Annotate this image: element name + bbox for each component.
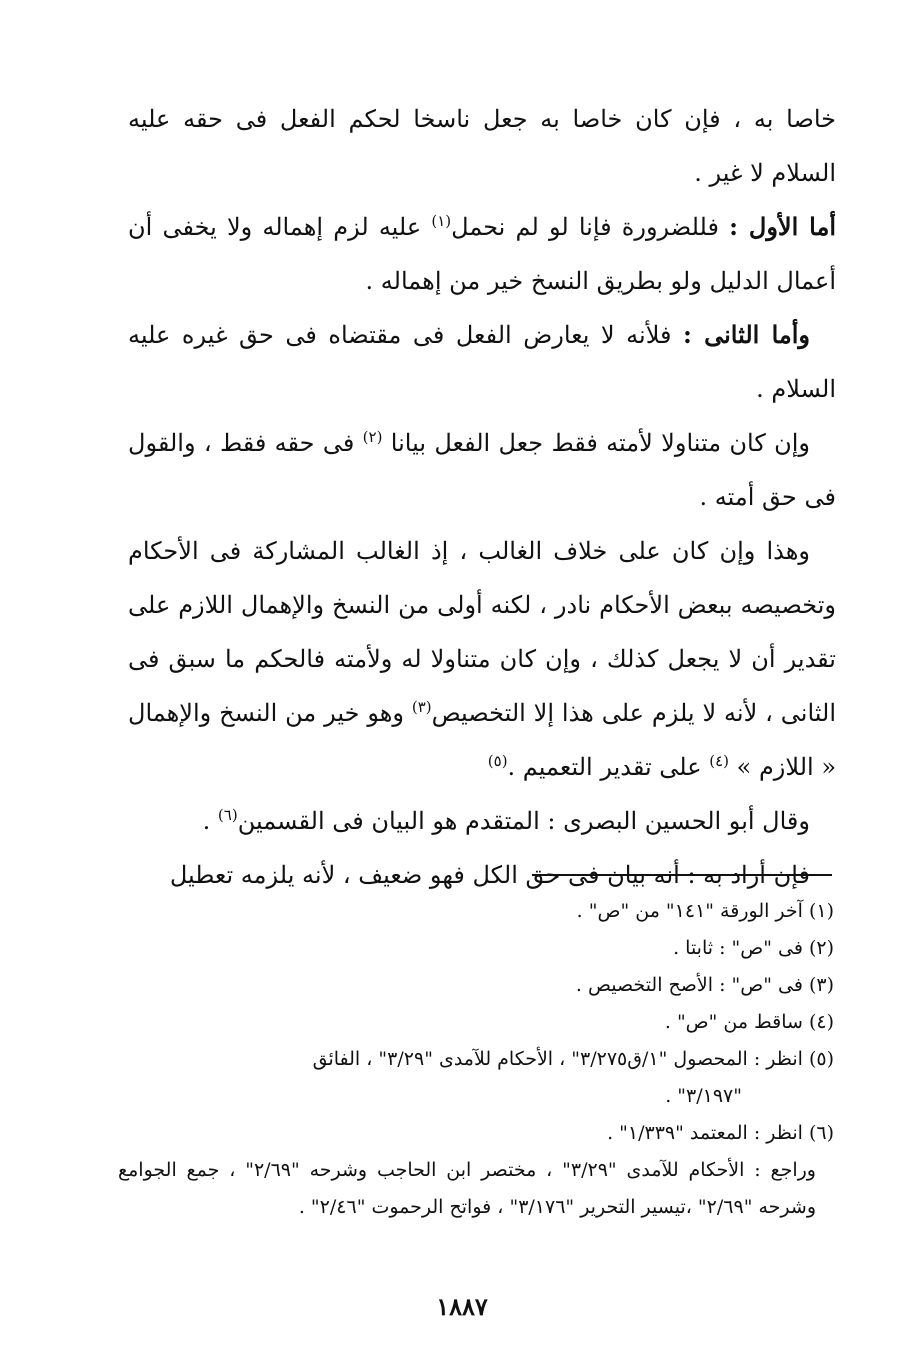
- footnote-text: انظر : المعتمد "١/٣٣٩" .: [607, 1122, 803, 1144]
- paragraph-3-text: فلأنه لا يعارض الفعل فى مقتضاه فى حق غيره عليه السلام .: [128, 321, 836, 403]
- footnote-5: [118, 1041, 834, 1115]
- paragraph-4-text-b: فى حقه فقط ، والقول فى حق أمته .: [128, 429, 836, 511]
- heading-first: أما الأول :: [729, 212, 837, 241]
- paragraph-1: [128, 92, 836, 200]
- footnote-text: فى "ص" : ثابتا .: [673, 937, 803, 959]
- paragraph-6-text-a: وقال أبو الحسين البصرى : المتقدم هو البيان فى القسمين: [237, 807, 810, 835]
- footnote-text: آخر الورقة "١٤١" من "ص" .: [576, 900, 803, 922]
- footnote-ref-6: (٦): [217, 806, 238, 824]
- footnote-ref-4: (٤): [709, 752, 729, 770]
- page-number: ١٨٨٧: [436, 1292, 488, 1321]
- footnote-2: [118, 930, 834, 967]
- paragraph-5-text-b: وهو خير من النسخ والإهمال « اللازم »: [128, 699, 836, 781]
- footnote-text: ساقط من "ص" .: [664, 1011, 803, 1033]
- paragraph-3: [128, 308, 836, 416]
- footnote-6-references: وراجع : الأحكام للآمدى "٣/٢٩" ، مختصر ابن الحاجب وشرحه "٢/٦٩" ، جمع الجوامع وشرحه "٢/٦٩" ،تيسير التحرير "٣/١٧٦" ، فواتح الرحموت "٢/٤٦" .: [118, 1159, 816, 1218]
- footnote-number: (٥): [808, 1048, 834, 1070]
- paragraph-1-text: خاصا به ، فإن كان خاصا به جعل ناسخا لحكم الفعل فى حقه عليه السلام لا غير .: [128, 105, 836, 187]
- footnote-4: [118, 1004, 834, 1041]
- footnote-ref-3: (٣): [411, 698, 432, 716]
- footnote-ref-2: (٢): [362, 428, 383, 446]
- footnote-text-continued: "٣/١٩٧" .: [665, 1085, 742, 1107]
- paragraph-4: [128, 416, 836, 524]
- paragraph-2-text-b: عليه لزم إهماله ولا يخفى أن أعمال الدليل ولو بطريق النسخ خير من إهماله .: [128, 213, 836, 295]
- main-text: [128, 92, 836, 902]
- footnote-3: [118, 967, 834, 1004]
- paragraph-6: [128, 794, 836, 848]
- footnote-number: (١): [808, 900, 834, 922]
- paragraph-2-text-a: فللضرورة فإنا لو لم نحمل: [451, 213, 730, 241]
- footnote-number: (٢): [808, 937, 834, 959]
- footnote-text: انظر : المحصول "١/ق٣/٢٧٥" ، الأحكام للآمدى "٣/٢٩" ، الفائق: [312, 1048, 803, 1070]
- footnote-ref-1: (١): [431, 212, 452, 230]
- footnote-number: (٤): [808, 1011, 834, 1033]
- footnote-6: [118, 1115, 834, 1152]
- paragraph-2: [128, 200, 836, 308]
- paragraph-5: [128, 524, 836, 794]
- paragraph-5-text-c: على تقدير التعميم .: [507, 753, 710, 781]
- heading-second: وأما الثانى :: [683, 320, 810, 349]
- footnote-separator: [532, 874, 832, 876]
- paragraph-5-text-a: وهذا وإن كان على خلاف الغالب ، إذ الغالب المشاركة فى الأحكام وتخصيصه ببعض الأحكام نادر ، لكنه أولى من النسخ والإهمال اللازم على تقدير أن لا يجعل كذلك ، وإن كان متناولا له ولأمته فالحكم ما سبق فى الثانى ، لأنه لا يلزم على هذا إلا التخصيص: [128, 537, 836, 727]
- paragraph-6-text-b: .: [202, 807, 218, 835]
- paragraph-4-text-a: وإن كان متناولا لأمته فقط جعل الفعل بيانا: [390, 429, 810, 457]
- footnote-number: (٦): [808, 1122, 834, 1144]
- footnote-number: (٣): [808, 974, 834, 996]
- footnote-text: فى "ص" : الأصح التخصيص .: [575, 974, 803, 996]
- footnote-ref-5: (٥): [487, 752, 508, 770]
- paragraph-7-text: فإن أراد به : أنه بيان فى حق الكل فهو ضعيف ، لأنه يلزمه تعطيل: [169, 861, 810, 889]
- footnote-1: [118, 893, 834, 930]
- footnotes: [118, 893, 834, 1226]
